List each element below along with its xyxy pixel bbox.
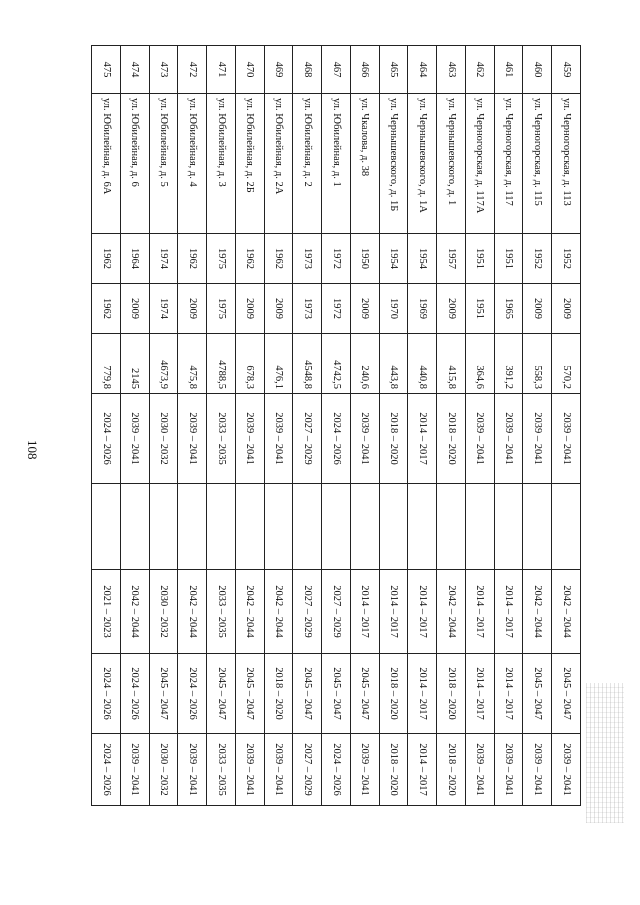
area-cell: 4673,9 xyxy=(149,334,178,394)
period-cell: 2039 – 2041 xyxy=(236,394,265,484)
period-cell: 2027 – 2029 xyxy=(293,570,322,654)
empty-period-cell xyxy=(293,484,322,570)
period-cell: 2030 – 2032 xyxy=(149,394,178,484)
empty-period-cell xyxy=(437,484,466,570)
address-cell: ул. Чкалова, д. 38 xyxy=(351,94,380,234)
empty-period-cell xyxy=(552,484,581,570)
table-row xyxy=(437,46,466,806)
row-number-cell: 474 xyxy=(121,46,150,94)
build-year-cell: 1974 xyxy=(149,234,178,284)
period-cell: 2042 – 2044 xyxy=(552,570,581,654)
period-cell: 2042 – 2044 xyxy=(236,570,265,654)
period-cell: 2033 – 2035 xyxy=(207,394,236,484)
row-number-cell: 461 xyxy=(494,46,523,94)
build-year-cell: 1962 xyxy=(92,234,121,284)
year-cell: 1975 xyxy=(207,284,236,334)
area-cell: 415,8 xyxy=(437,334,466,394)
period-cell: 2039 – 2041 xyxy=(236,734,265,806)
address-cell: ул. Юбилейная, д. 2Б xyxy=(236,94,265,234)
period-cell: 2018 – 2020 xyxy=(437,394,466,484)
build-year-cell: 1962 xyxy=(178,234,207,284)
row-number-cell: 460 xyxy=(523,46,552,94)
build-year-cell: 1973 xyxy=(293,234,322,284)
address-cell: ул. Юбилейная, д. 1 xyxy=(322,94,351,234)
table-body xyxy=(92,46,581,806)
table-row xyxy=(322,46,351,806)
period-cell: 2042 – 2044 xyxy=(178,570,207,654)
period-cell: 2039 – 2041 xyxy=(121,394,150,484)
period-cell: 2014 – 2017 xyxy=(408,734,437,806)
address-cell: ул. Юбилейная, д. 4 xyxy=(178,94,207,234)
row-number-cell: 469 xyxy=(264,46,293,94)
period-cell: 2045 – 2047 xyxy=(207,654,236,734)
year-cell: 1969 xyxy=(408,284,437,334)
table-row xyxy=(149,46,178,806)
period-cell: 2045 – 2047 xyxy=(523,654,552,734)
row-number-cell: 467 xyxy=(322,46,351,94)
year-cell: 1970 xyxy=(379,284,408,334)
period-cell: 2027 – 2029 xyxy=(293,394,322,484)
area-cell: 4548,8 xyxy=(293,334,322,394)
year-cell: 2009 xyxy=(121,284,150,334)
build-year-cell: 1962 xyxy=(236,234,265,284)
area-cell: 476,1 xyxy=(264,334,293,394)
address-cell: ул. Юбилейная, д. 2А xyxy=(264,94,293,234)
period-cell: 2039 – 2041 xyxy=(494,394,523,484)
row-number-cell: 464 xyxy=(408,46,437,94)
address-cell: ул. Черногорская, д. 113 xyxy=(552,94,581,234)
empty-period-cell xyxy=(351,484,380,570)
address-cell: ул. Юбилейная, д. 6А xyxy=(92,94,121,234)
empty-period-cell xyxy=(466,484,495,570)
empty-period-cell xyxy=(207,484,236,570)
period-cell: 2014 – 2017 xyxy=(408,394,437,484)
year-cell: 2009 xyxy=(236,284,265,334)
build-year-cell: 1952 xyxy=(552,234,581,284)
empty-period-cell xyxy=(264,484,293,570)
period-cell: 2039 – 2041 xyxy=(494,734,523,806)
table-row xyxy=(408,46,437,806)
period-cell: 2018 – 2020 xyxy=(437,654,466,734)
period-cell: 2039 – 2041 xyxy=(552,394,581,484)
build-year-cell: 1952 xyxy=(523,234,552,284)
year-cell: 1974 xyxy=(149,284,178,334)
empty-period-cell xyxy=(494,484,523,570)
table-row xyxy=(236,46,265,806)
build-year-cell: 1964 xyxy=(121,234,150,284)
row-number-cell: 459 xyxy=(552,46,581,94)
period-cell: 2039 – 2041 xyxy=(523,734,552,806)
table-row xyxy=(207,46,236,806)
build-year-cell: 1975 xyxy=(207,234,236,284)
build-year-cell: 1962 xyxy=(264,234,293,284)
address-cell: ул. Чернышевского, д. 1А xyxy=(408,94,437,234)
build-year-cell: 1951 xyxy=(494,234,523,284)
period-cell: 2033 – 2035 xyxy=(207,734,236,806)
period-cell: 2018 – 2020 xyxy=(437,734,466,806)
year-cell: 2009 xyxy=(351,284,380,334)
row-number-cell: 472 xyxy=(178,46,207,94)
period-cell: 2014 – 2017 xyxy=(379,570,408,654)
period-cell: 2039 – 2041 xyxy=(351,734,380,806)
empty-period-cell xyxy=(92,484,121,570)
area-cell: 440,8 xyxy=(408,334,437,394)
empty-period-cell xyxy=(121,484,150,570)
period-cell: 2042 – 2044 xyxy=(523,570,552,654)
period-cell: 2042 – 2044 xyxy=(437,570,466,654)
faint-stamp-mark xyxy=(586,683,624,823)
period-cell: 2039 – 2041 xyxy=(121,734,150,806)
period-cell: 2045 – 2047 xyxy=(236,654,265,734)
table-row xyxy=(552,46,581,806)
empty-period-cell xyxy=(408,484,437,570)
period-cell: 2039 – 2041 xyxy=(264,394,293,484)
period-cell: 2024 – 2026 xyxy=(92,734,121,806)
table-row xyxy=(178,46,207,806)
area-cell: 779,8 xyxy=(92,334,121,394)
year-cell: 2009 xyxy=(264,284,293,334)
period-cell: 2024 – 2026 xyxy=(121,654,150,734)
area-cell: 570,2 xyxy=(552,334,581,394)
period-cell: 2045 – 2047 xyxy=(293,654,322,734)
area-cell: 2145 xyxy=(121,334,150,394)
period-cell: 2039 – 2041 xyxy=(178,734,207,806)
table-row xyxy=(494,46,523,806)
empty-period-cell xyxy=(379,484,408,570)
period-cell: 2039 – 2041 xyxy=(351,394,380,484)
page-number: 108 xyxy=(25,440,40,460)
empty-period-cell xyxy=(236,484,265,570)
table-row xyxy=(379,46,408,806)
row-number-cell: 468 xyxy=(293,46,322,94)
build-year-cell: 1972 xyxy=(322,234,351,284)
year-cell: 2009 xyxy=(552,284,581,334)
area-cell: 4788,5 xyxy=(207,334,236,394)
period-cell: 2042 – 2044 xyxy=(121,570,150,654)
period-cell: 2039 – 2041 xyxy=(178,394,207,484)
table-row xyxy=(121,46,150,806)
address-cell: ул. Юбилейная, д. 3 xyxy=(207,94,236,234)
empty-period-cell xyxy=(322,484,351,570)
year-cell: 2009 xyxy=(523,284,552,334)
period-cell: 2018 – 2020 xyxy=(264,654,293,734)
period-cell: 2033 – 2035 xyxy=(207,570,236,654)
period-cell: 2024 – 2026 xyxy=(92,654,121,734)
period-cell: 2030 – 2032 xyxy=(149,734,178,806)
year-cell: 1965 xyxy=(494,284,523,334)
year-cell: 1972 xyxy=(322,284,351,334)
build-year-cell: 1954 xyxy=(379,234,408,284)
period-cell: 2039 – 2041 xyxy=(523,394,552,484)
period-cell: 2018 – 2020 xyxy=(379,734,408,806)
table-row xyxy=(523,46,552,806)
year-cell: 1951 xyxy=(466,284,495,334)
build-year-cell: 1950 xyxy=(351,234,380,284)
period-cell: 2014 – 2017 xyxy=(494,654,523,734)
area-cell: 558,3 xyxy=(523,334,552,394)
address-cell: ул. Черногорская, д. 115 xyxy=(523,94,552,234)
rotated-table-wrapper xyxy=(91,45,581,805)
area-cell: 364,6 xyxy=(466,334,495,394)
period-cell: 2039 – 2041 xyxy=(552,734,581,806)
period-cell: 2024 – 2026 xyxy=(322,394,351,484)
address-cell: ул. Юбилейная, д. 5 xyxy=(149,94,178,234)
year-cell: 1962 xyxy=(92,284,121,334)
period-cell: 2024 – 2026 xyxy=(322,734,351,806)
table-row xyxy=(466,46,495,806)
empty-period-cell xyxy=(178,484,207,570)
address-cell: ул. Чернышевского, д. 1 xyxy=(437,94,466,234)
row-number-cell: 475 xyxy=(92,46,121,94)
period-cell: 2039 – 2041 xyxy=(264,734,293,806)
period-cell: 2014 – 2017 xyxy=(466,654,495,734)
area-cell: 240,6 xyxy=(351,334,380,394)
row-number-cell: 471 xyxy=(207,46,236,94)
address-cell: ул. Юбилейная, д. 6 xyxy=(121,94,150,234)
row-number-cell: 462 xyxy=(466,46,495,94)
row-number-cell: 465 xyxy=(379,46,408,94)
period-cell: 2045 – 2047 xyxy=(351,654,380,734)
period-cell: 2039 – 2041 xyxy=(466,734,495,806)
row-number-cell: 463 xyxy=(437,46,466,94)
table-row xyxy=(293,46,322,806)
period-cell: 2039 – 2041 xyxy=(466,394,495,484)
build-year-cell: 1957 xyxy=(437,234,466,284)
period-cell: 2027 – 2029 xyxy=(293,734,322,806)
row-number-cell: 466 xyxy=(351,46,380,94)
period-cell: 2021 – 2023 xyxy=(92,570,121,654)
period-cell: 2030 – 2032 xyxy=(149,570,178,654)
period-cell: 2018 – 2020 xyxy=(379,394,408,484)
area-cell: 391,2 xyxy=(494,334,523,394)
build-year-cell: 1954 xyxy=(408,234,437,284)
address-cell: ул. Черногорская, д. 117 xyxy=(494,94,523,234)
housing-repair-table xyxy=(91,45,581,806)
period-cell: 2045 – 2047 xyxy=(149,654,178,734)
row-number-cell: 470 xyxy=(236,46,265,94)
address-cell: ул. Юбилейная, д. 2 xyxy=(293,94,322,234)
period-cell: 2045 – 2047 xyxy=(552,654,581,734)
year-cell: 1973 xyxy=(293,284,322,334)
period-cell: 2042 – 2044 xyxy=(264,570,293,654)
period-cell: 2018 – 2020 xyxy=(379,654,408,734)
year-cell: 2009 xyxy=(437,284,466,334)
period-cell: 2024 – 2026 xyxy=(92,394,121,484)
area-cell: 475,8 xyxy=(178,334,207,394)
build-year-cell: 1951 xyxy=(466,234,495,284)
empty-period-cell xyxy=(149,484,178,570)
table-row xyxy=(92,46,121,806)
row-number-cell: 473 xyxy=(149,46,178,94)
address-cell: ул. Чернышевского, д. 1Б xyxy=(379,94,408,234)
area-cell: 4742,5 xyxy=(322,334,351,394)
table-row xyxy=(264,46,293,806)
table-row xyxy=(351,46,380,806)
period-cell: 2045 – 2047 xyxy=(322,654,351,734)
area-cell: 678,3 xyxy=(236,334,265,394)
period-cell: 2014 – 2017 xyxy=(408,654,437,734)
area-cell: 443,8 xyxy=(379,334,408,394)
period-cell: 2014 – 2017 xyxy=(408,570,437,654)
period-cell: 2014 – 2017 xyxy=(351,570,380,654)
year-cell: 2009 xyxy=(178,284,207,334)
empty-period-cell xyxy=(523,484,552,570)
period-cell: 2024 – 2026 xyxy=(178,654,207,734)
period-cell: 2014 – 2017 xyxy=(494,570,523,654)
address-cell: ул. Черногорская, д. 117А xyxy=(466,94,495,234)
period-cell: 2027 – 2029 xyxy=(322,570,351,654)
period-cell: 2014 – 2017 xyxy=(466,570,495,654)
